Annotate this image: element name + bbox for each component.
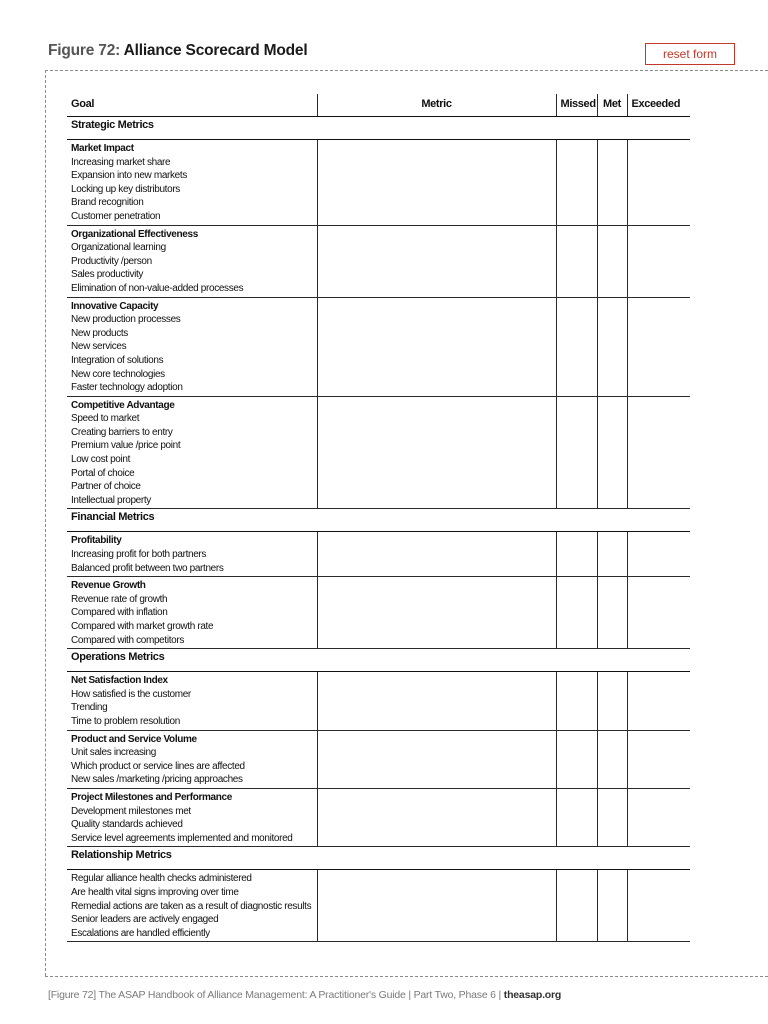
exceeded-cell[interactable] — [627, 297, 690, 396]
goal-item: Which product or service lines are affected — [71, 760, 245, 772]
missed-cell[interactable] — [556, 672, 597, 730]
goal-cell — [67, 577, 317, 649]
goal-item: Unit sales increasing — [71, 747, 156, 759]
metric-cell[interactable] — [317, 396, 556, 509]
metric-cell[interactable] — [317, 788, 556, 846]
section-row-operations-metrics — [67, 649, 690, 672]
missed-cell[interactable] — [556, 532, 597, 577]
table-row — [67, 577, 690, 649]
met-cell[interactable] — [597, 297, 627, 396]
goal-cell — [67, 532, 317, 577]
met-cell[interactable] — [597, 788, 627, 846]
figure-title — [48, 42, 307, 60]
section-row-strategic-metrics — [67, 117, 690, 140]
missed-cell[interactable] — [556, 225, 597, 297]
metric-cell[interactable] — [317, 297, 556, 396]
goal-item: Speed to market — [71, 413, 140, 425]
goal-item: Creating barriers to entry — [71, 426, 173, 438]
metric-cell[interactable] — [317, 225, 556, 297]
metric-cell[interactable] — [317, 532, 556, 577]
table-row — [67, 396, 690, 509]
goal-item: Compared with inflation — [71, 607, 168, 619]
figure-number: Figure 72: — [48, 42, 121, 59]
goal-item: Regular alliance health checks administered — [71, 873, 252, 885]
goal-item: Productivity /person — [71, 255, 152, 267]
goal-title: Profitability — [71, 535, 122, 547]
goal-item: Integration of solutions — [71, 354, 164, 366]
section-row-financial-metrics — [67, 509, 690, 532]
table-row — [67, 140, 690, 226]
section-heading: Relationship Metrics — [67, 847, 690, 870]
goal-item: Balanced profit between two partners — [71, 562, 224, 574]
table-row — [67, 730, 690, 788]
goal-item: Senior leaders are actively engaged — [71, 914, 219, 926]
missed-cell[interactable] — [556, 730, 597, 788]
footer-citation: [Figure 72] The ASAP Handbook of Alliance Management: A Practitioner's Guide | Part Two, Phase 6 | — [48, 989, 504, 1001]
goal-title: Revenue Growth — [71, 580, 146, 592]
column-header-missed: Missed — [556, 94, 597, 117]
column-header-goal: Goal — [67, 94, 317, 117]
goal-item: Trending — [71, 702, 108, 714]
goal-cell — [67, 297, 317, 396]
goal-item: Compared with market growth rate — [71, 621, 214, 632]
metric-cell[interactable] — [317, 140, 556, 226]
missed-cell[interactable] — [556, 577, 597, 649]
goal-item: Increasing profit for both partners — [71, 549, 207, 561]
goal-item: Compared with competitors — [71, 634, 184, 646]
goal-cell — [67, 140, 317, 226]
goal-title: Innovative Capacity — [71, 300, 159, 312]
met-cell[interactable] — [597, 870, 627, 942]
page-footer — [48, 989, 561, 1001]
goal-item: Low cost point — [71, 454, 131, 466]
goal-item: Expansion into new markets — [71, 170, 187, 182]
goal-title: Organizational Effectiveness — [71, 228, 198, 240]
table-row — [67, 532, 690, 577]
section-heading: Financial Metrics — [67, 509, 690, 532]
met-cell[interactable] — [597, 225, 627, 297]
exceeded-cell[interactable] — [627, 870, 690, 942]
frame-border-bottom — [45, 976, 768, 977]
exceeded-cell[interactable] — [627, 532, 690, 577]
goal-cell — [67, 225, 317, 297]
table-row — [67, 225, 690, 297]
table-row — [67, 297, 690, 396]
section-row-relationship-metrics — [67, 847, 690, 870]
met-cell[interactable] — [597, 396, 627, 509]
goal-item: Increasing market share — [71, 156, 171, 168]
goal-cell — [67, 672, 317, 730]
goal-item: Portal of choice — [71, 467, 135, 479]
goal-item: Service level agreements implemented and monitored — [71, 832, 293, 844]
reset-form-button[interactable]: reset form — [645, 43, 735, 65]
missed-cell[interactable] — [556, 396, 597, 509]
goal-title: Project Milestones and Performance — [71, 791, 232, 803]
met-cell[interactable] — [597, 577, 627, 649]
goal-item: Quality standards achieved — [71, 819, 183, 831]
exceeded-cell[interactable] — [627, 577, 690, 649]
met-cell[interactable] — [597, 730, 627, 788]
met-cell[interactable] — [597, 140, 627, 226]
exceeded-cell[interactable] — [627, 672, 690, 730]
goal-item: Customer penetration — [71, 210, 161, 222]
table-row — [67, 870, 690, 942]
exceeded-cell[interactable] — [627, 140, 690, 226]
table-row — [67, 672, 690, 730]
missed-cell[interactable] — [556, 870, 597, 942]
goal-item: Time to problem resolution — [71, 715, 180, 727]
section-heading: Strategic Metrics — [67, 117, 690, 140]
column-header-exceeded: Exceeded — [627, 94, 690, 117]
goal-item: New sales /marketing /pricing approaches — [71, 774, 243, 786]
goal-item: Brand recognition — [71, 197, 144, 209]
goal-item: Development milestones met — [71, 805, 191, 817]
met-cell[interactable] — [597, 672, 627, 730]
goal-item: Remedial actions are taken as a result of diagnostic results — [71, 900, 312, 912]
goal-item: Partner of choice — [71, 481, 141, 493]
frame-border-top — [45, 70, 768, 71]
goal-title: Product and Service Volume — [71, 733, 197, 745]
goal-cell — [67, 870, 317, 942]
goal-item: Elimination of non-value-added processes — [71, 282, 244, 294]
missed-cell[interactable] — [556, 788, 597, 846]
metric-cell[interactable] — [317, 577, 556, 649]
exceeded-cell[interactable] — [627, 225, 690, 297]
goal-cell — [67, 788, 317, 846]
frame-border-left — [45, 70, 46, 976]
goal-item: New core technologies — [71, 368, 165, 380]
scorecard-table — [67, 94, 690, 942]
goal-cell — [67, 396, 317, 509]
header-row — [67, 94, 690, 117]
exceeded-cell[interactable] — [627, 730, 690, 788]
goal-item: Premium value /price point — [71, 440, 181, 452]
goal-title: Net Satisfaction Index — [71, 675, 168, 687]
goal-item: Escalations are handled efficiently — [71, 927, 210, 939]
column-header-metric: Metric — [317, 94, 556, 117]
goal-cell — [67, 730, 317, 788]
metric-cell[interactable] — [317, 730, 556, 788]
goal-title: Market Impact — [71, 143, 134, 154]
goal-item: Are health vital signs improving over time — [71, 886, 239, 898]
section-heading: Operations Metrics — [67, 649, 690, 672]
goal-item: New services — [71, 341, 127, 353]
figure-title-text: Alliance Scorecard Model — [123, 42, 308, 59]
goal-item: Intellectual property — [71, 494, 151, 506]
met-cell[interactable] — [597, 532, 627, 577]
metric-cell[interactable] — [317, 870, 556, 942]
exceeded-cell[interactable] — [627, 788, 690, 846]
goal-title: Competitive Advantage — [71, 399, 175, 411]
exceeded-cell[interactable] — [627, 396, 690, 509]
table-row — [67, 788, 690, 846]
goal-item: Sales productivity — [71, 269, 144, 281]
goal-item: Locking up key distributors — [71, 183, 180, 195]
goal-item: Revenue rate of growth — [71, 593, 168, 605]
goal-item: Organizational learning — [71, 242, 166, 254]
goal-item: How satisfied is the customer — [71, 688, 191, 700]
metric-cell[interactable] — [317, 672, 556, 730]
goal-item: Faster technology adoption — [71, 382, 183, 394]
goal-item: New production processes — [71, 314, 181, 326]
column-header-met: Met — [597, 94, 627, 117]
missed-cell[interactable] — [556, 140, 597, 226]
goal-item: New products — [71, 327, 128, 339]
missed-cell[interactable] — [556, 297, 597, 396]
scorecard-body — [67, 117, 690, 942]
footer-site: theasap.org — [503, 989, 562, 1001]
